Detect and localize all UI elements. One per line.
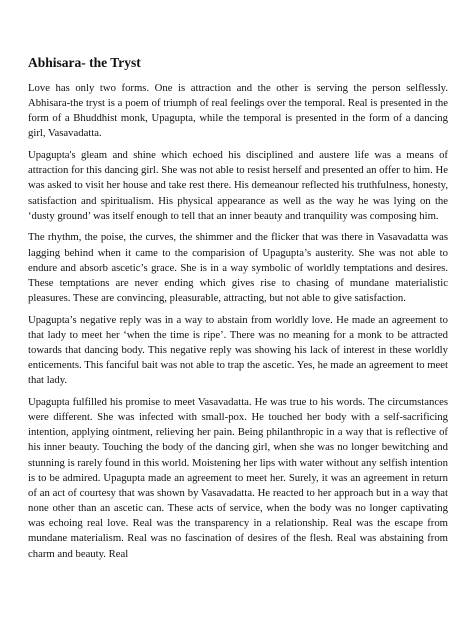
document-page xyxy=(28,55,448,568)
paragraph-5: Upagupta fulfilled his promise to meet Vasavadatta. He was true to his words. The circumstances were different. She was infected with small-pox. He touched her body with a self-sacrificing intention, applying ointment, relieving her pain. Being philanthropic in a way that is reflective of his inner beauty. Touching the body of the dancing girl, when she was no longer bewitching and stunning is rarely found in this world. Moistening her lips with water without any selfish intention is to be admired. Upagupta made an agreement to meet her. Surely, it was an agreement in return of an act of courtesy that was shown by Vasavadatta. He reacted to her approach but in a way that none other than an ascetic can. These acts of service, when the body was no longer captivating was echoing real love. Real was the transparency in a relationship. Real was the escape from mundane materialism. Real was no fascination of desires of the flesh. Real was abstaining from charm and beauty. Real xyxy=(28,395,448,560)
document-title: Abhisara- the Tryst xyxy=(28,55,141,70)
paragraph-4: Upagupta’s negative reply was in a way to abstain from worldly love. He made an agreement to that lady to meet her ‘when the time is ripe’. There was no meaning for a monk to be attracted towards that dancing body. This negative reply was showing his lack of interest in these worldly enticements. This fanciful bait was not able to trap the ascetic. Yes, he made an agreement to meet that lady. xyxy=(28,313,448,387)
paragraph-3: The rhythm, the poise, the curves, the shimmer and the flicker that was there in Vasavadatta was lagging behind when it came to the comparision of Upagupta’s austerity. She was not able to endure and absorb ascetic’s grace. She is in a way symbolic of worldly temptations and desires. These temptations are never ending which gives rise to chasing of mundane materialistic pleasures. These are convincing, pleasurable, attracting, but not able to give satisfaction. xyxy=(28,231,448,305)
paragraph-1: Love has only two forms. One is attraction and the other is serving the person selflessly. Abhisara-the tryst is a poem of triumph of real feelings over the temporal. Real is presented in the form of a Bhuddhist monk, Upagupta, while the temporal is presented in the form of a dancing girl, Vasavadatta. xyxy=(28,82,448,140)
paragraph-2: Upagupta's gleam and shine which echoed his disciplined and austere life was a means of attraction for this dancing girl. She was not able to resist herself and presented an offer to him. He was asked to visit her house and take rest there. His demeanour reflected his truthfulness, honesty, satisfaction and spiritualism. His physical appearance as well as the way he was lying on the ‘dusty ground’ was itself enough to tell that an inner beauty and tranquility was composing him. xyxy=(28,149,448,222)
